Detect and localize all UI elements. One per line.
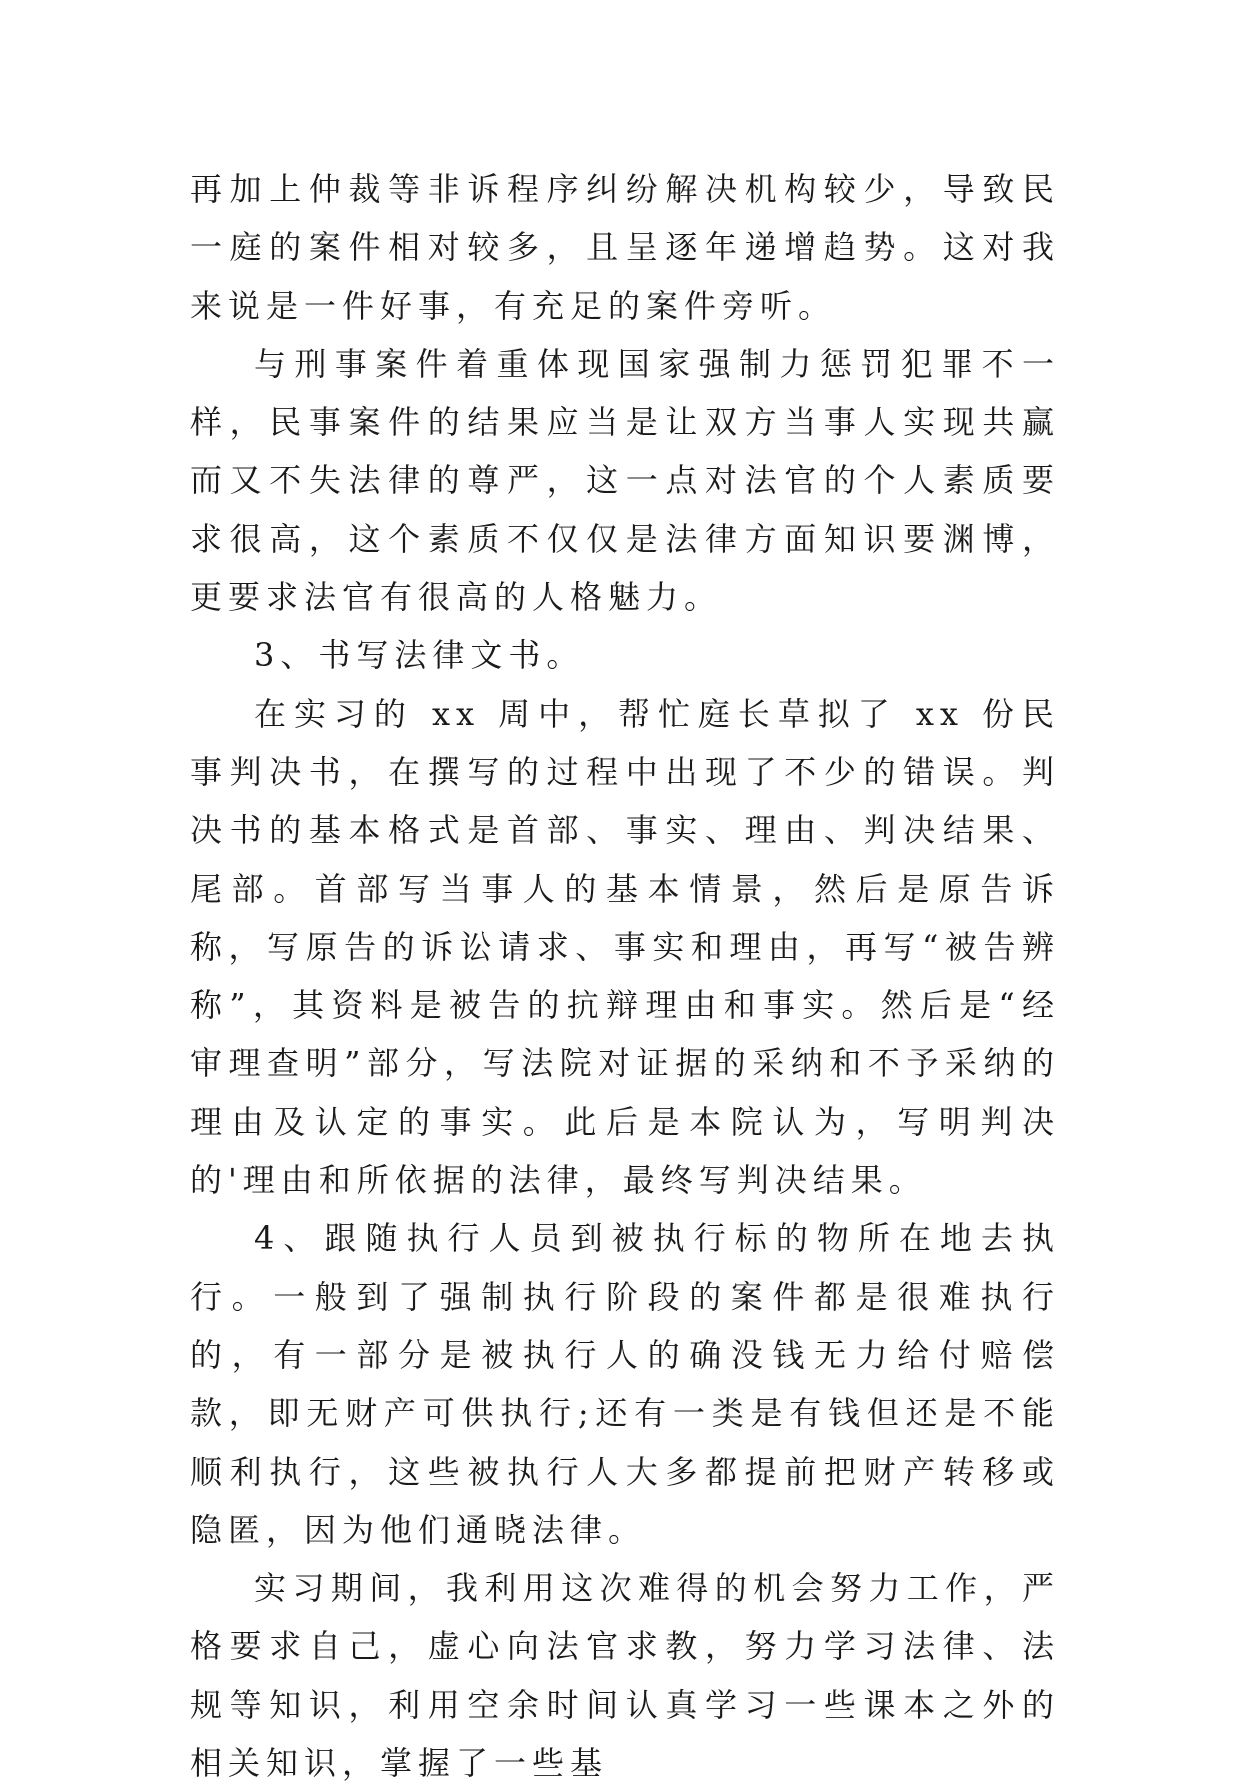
paragraph-1: 再加上仲裁等非诉程序纠纷解决机构较少，导致民一庭的案件相对较多，且呈逐年递增趋势。这对我来说是一件好事，有充足的案件旁听。 (190, 170, 1060, 325)
paragraph-4: 4、跟随执行人员到被执行标的物所在地去执行。一般到了强制执行阶段的案件都是很难执行的，有一部分是被执行人的确没钱无力给付赔偿款，即无财产可供执行;还有一类是有钱但还是不能顺利执行，这些被执行人大多都提前把财产转移或隐匿，因为他们通晓法律。 (190, 1219, 1060, 1549)
paragraph-2: 与刑事案件着重体现国家强制力惩罚犯罪不一样，民事案件的结果应当是让双方当事人实现共赢而又不失法律的尊严，这一点对法官的个人素质要求很高，这个素质不仅仅是法律方面知识要渊博，更要求法官有很高的人格魅力。 (190, 344, 1060, 617)
paragraph-5: 实习期间，我利用这次难得的机会努力工作，严格要求自己，虚心向法官求教，努力学习法律、法规等知识，利用空余时间认真学习一些课本之外的相关知识，掌握了一些基 (190, 1569, 1060, 1783)
section-heading-3: 3、书写法律文书。 (254, 636, 585, 675)
document-body (190, 160, 1060, 1792)
paragraph-3: 在实习的 xx 周中，帮忙庭长草拟了 xx 份民事判决书，在撰写的过程中出现了不少的错误。判决书的基本格式是首部、事实、理由、判决结果、尾部。首部写当事人的基本情景，然后是原告诉称，写原告的诉讼请求、事实和理由，再写“被告辨称”，其资料是被告的抗辩理由和事实。然后是“经审理查明”部分，写法院对证据的采纳和不予采纳的理由及认定的事实。此后是本院认为，写明判决的'理由和所依据的法律，最终写判决结果。 (190, 694, 1060, 1200)
